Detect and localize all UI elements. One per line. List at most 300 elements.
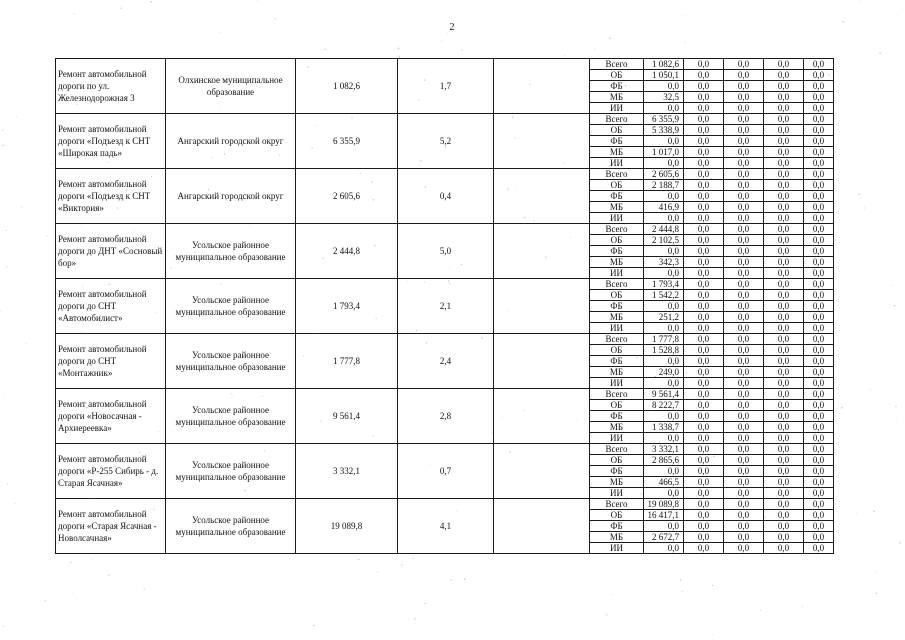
year-value-cell: 0,0 [724,356,764,367]
empty-cell [494,279,590,334]
year-value-cell: 0,0 [684,422,724,433]
year-value-cell: 0,0 [804,268,834,279]
year-value-cell: 0,0 [724,147,764,158]
scan-speck [682,15,683,16]
scan-speck [606,614,607,615]
year-value-cell: 0,0 [684,356,724,367]
scan-speck [876,592,877,593]
scan-speck [682,591,683,592]
year-value-cell: 0,0 [684,433,724,444]
year-value-cell: 0,0 [684,477,724,488]
funding-source-cell: ОБ [590,400,644,411]
scan-speck [73,13,74,14]
length-cell: 0,4 [398,169,494,224]
year-value-cell: 0,0 [684,466,724,477]
funding-value-cell: 251,2 [644,312,684,323]
scan-speck [896,421,897,422]
funding-source-cell: ИИ [590,323,644,334]
scan-speck [609,38,610,39]
funding-value-cell: 1 542,2 [644,290,684,301]
scan-speck [680,579,681,580]
table-row [56,444,834,455]
municipality-cell: Усольское районное муниципальное образование [166,444,296,499]
road-name-cell: Ремонт автомобильной дороги до СНТ «Автомобилист» [56,279,166,334]
scan-speck [903,9,904,10]
funding-value-cell: 0,0 [644,466,684,477]
funding-source-cell: МБ [590,367,644,378]
municipality-cell: Усольское районное муниципальное образование [166,389,296,444]
funding-source-cell: МБ [590,147,644,158]
funding-value-cell: 0,0 [644,411,684,422]
year-value-cell: 0,0 [724,180,764,191]
scan-speck [894,305,896,307]
year-value-cell: 0,0 [724,378,764,389]
funding-source-cell: Всего [590,444,644,455]
year-value-cell: 0,0 [764,433,804,444]
year-value-cell: 0,0 [764,411,804,422]
funding-source-cell: ИИ [590,433,644,444]
year-value-cell: 0,0 [684,301,724,312]
municipality-cell: Усольское районное муниципальное образование [166,499,296,554]
funding-value-cell: 16 417,1 [644,510,684,521]
year-value-cell: 0,0 [764,158,804,169]
year-value-cell: 0,0 [684,70,724,81]
table-row [56,279,834,290]
scan-speck [299,17,300,18]
year-value-cell: 0,0 [764,59,804,70]
funding-source-cell: МБ [590,532,644,543]
scan-speck [23,136,24,137]
scan-speck [412,558,413,559]
year-value-cell: 0,0 [724,92,764,103]
funding-source-cell: МБ [590,312,644,323]
year-value-cell: 0,0 [724,510,764,521]
cost-cell: 1 793,4 [296,279,398,334]
cost-cell: 3 332,1 [296,444,398,499]
funding-value-cell: 0,0 [644,323,684,334]
year-value-cell: 0,0 [764,323,804,334]
scan-speck [256,0,257,1]
year-value-cell: 0,0 [804,224,834,235]
year-value-cell: 0,0 [724,543,764,554]
funding-source-cell: ИИ [590,103,644,114]
year-value-cell: 0,0 [684,290,724,301]
year-value-cell: 0,0 [764,378,804,389]
funding-source-cell: МБ [590,257,644,268]
year-value-cell: 0,0 [724,103,764,114]
funding-value-cell: 2 444,8 [644,224,684,235]
scan-speck [75,43,76,44]
scan-speck [2,130,3,131]
year-value-cell: 0,0 [804,147,834,158]
scan-speck [882,113,883,114]
funding-source-cell: ОБ [590,345,644,356]
funding-value-cell: 0,0 [644,356,684,367]
year-value-cell: 0,0 [764,543,804,554]
scan-speck [858,194,859,195]
year-value-cell: 0,0 [764,125,804,136]
funding-value-cell: 249,0 [644,367,684,378]
funding-value-cell: 0,0 [644,136,684,147]
length-cell: 2,4 [398,334,494,389]
year-value-cell: 0,0 [724,477,764,488]
empty-cell [494,224,590,279]
funding-source-cell: ИИ [590,543,644,554]
scan-speck [144,588,145,589]
year-value-cell: 0,0 [684,180,724,191]
year-value-cell: 0,0 [804,103,834,114]
empty-cell [494,114,590,169]
scan-speck [13,506,14,507]
scan-speck [868,329,869,330]
year-value-cell: 0,0 [684,235,724,246]
year-value-cell: 0,0 [764,455,804,466]
funding-value-cell: 0,0 [644,191,684,202]
funding-value-cell: 342,3 [644,257,684,268]
year-value-cell: 0,0 [724,158,764,169]
municipality-cell: Ангарский городской округ [166,114,296,169]
year-value-cell: 0,0 [764,488,804,499]
year-value-cell: 0,0 [804,510,834,521]
year-value-cell: 0,0 [764,235,804,246]
funding-source-cell: ФБ [590,246,644,257]
municipality-cell: Усольское районное муниципальное образование [166,224,296,279]
year-value-cell: 0,0 [804,345,834,356]
year-value-cell: 0,0 [764,389,804,400]
scan-speck [564,55,565,56]
cost-cell: 6 355,9 [296,114,398,169]
year-value-cell: 0,0 [804,246,834,257]
scan-speck [464,578,466,580]
year-value-cell: 0,0 [684,312,724,323]
scan-speck [461,50,462,51]
scan-speck [398,48,400,50]
year-value-cell: 0,0 [764,532,804,543]
funding-source-cell: ФБ [590,411,644,422]
funding-source-cell: ОБ [590,125,644,136]
scan-speck [870,389,871,390]
length-cell: 0,7 [398,444,494,499]
year-value-cell: 0,0 [724,235,764,246]
funding-source-cell: Всего [590,59,644,70]
funding-value-cell: 2 605,6 [644,169,684,180]
empty-cell [494,59,590,114]
funding-value-cell: 2 865,6 [644,455,684,466]
table-row [56,334,834,345]
cost-cell: 1 777,8 [296,334,398,389]
year-value-cell: 0,0 [764,334,804,345]
year-value-cell: 0,0 [804,378,834,389]
funding-source-cell: МБ [590,477,644,488]
year-value-cell: 0,0 [684,367,724,378]
year-value-cell: 0,0 [724,279,764,290]
funding-value-cell: 2 102,5 [644,235,684,246]
scan-speck [151,1,152,2]
funding-value-cell: 2 188,7 [644,180,684,191]
year-value-cell: 0,0 [724,345,764,356]
year-value-cell: 0,0 [764,202,804,213]
scan-speck [869,283,870,284]
scan-speck [594,48,595,49]
road-repair-table [55,58,834,554]
scan-speck [275,18,276,19]
year-value-cell: 0,0 [724,433,764,444]
scan-speck [685,42,686,43]
year-value-cell: 0,0 [724,81,764,92]
scan-speck [597,556,598,557]
year-value-cell: 0,0 [804,312,834,323]
table-row [56,389,834,400]
funding-value-cell: 0,0 [644,543,684,554]
road-name-cell: Ремонт автомобильной дороги «Старая Ясачная - Новолсачная» [56,499,166,554]
year-value-cell: 0,0 [724,422,764,433]
year-value-cell: 0,0 [684,191,724,202]
funding-value-cell: 6 355,9 [644,114,684,125]
funding-value-cell: 1 082,6 [644,59,684,70]
road-name-cell: Ремонт автомобильной дороги «Р-255 Сибирь - д. Старая Ясачная» [56,444,166,499]
funding-source-cell: ФБ [590,81,644,92]
funding-source-cell: ОБ [590,70,644,81]
scan-speck [220,32,221,33]
scan-speck [441,41,442,42]
year-value-cell: 0,0 [724,455,764,466]
funding-value-cell: 0,0 [644,433,684,444]
scan-speck [401,564,402,565]
year-value-cell: 0,0 [804,499,834,510]
year-value-cell: 0,0 [724,290,764,301]
year-value-cell: 0,0 [804,235,834,246]
scan-speck [16,116,17,117]
scan-speck [890,169,891,170]
length-cell: 4,1 [398,499,494,554]
year-value-cell: 0,0 [764,191,804,202]
year-value-cell: 0,0 [684,114,724,125]
year-value-cell: 0,0 [804,521,834,532]
year-value-cell: 0,0 [804,81,834,92]
year-value-cell: 0,0 [724,202,764,213]
year-value-cell: 0,0 [764,268,804,279]
year-value-cell: 0,0 [804,191,834,202]
year-value-cell: 0,0 [684,224,724,235]
length-cell: 1,7 [398,59,494,114]
funding-value-cell: 416,9 [644,202,684,213]
year-value-cell: 0,0 [804,367,834,378]
year-value-cell: 0,0 [684,345,724,356]
year-value-cell: 0,0 [724,367,764,378]
scan-speck [873,510,875,512]
funding-value-cell: 0,0 [644,301,684,312]
scan-speck [7,483,8,484]
year-value-cell: 0,0 [724,246,764,257]
funding-source-cell: МБ [590,92,644,103]
funding-value-cell: 9 561,4 [644,389,684,400]
year-value-cell: 0,0 [724,532,764,543]
funding-source-cell: ФБ [590,136,644,147]
funding-value-cell: 0,0 [644,268,684,279]
funding-source-cell: ОБ [590,455,644,466]
year-value-cell: 0,0 [684,81,724,92]
funding-value-cell: 2 672,7 [644,532,684,543]
year-value-cell: 0,0 [764,81,804,92]
year-value-cell: 0,0 [724,114,764,125]
scan-speck [638,626,639,627]
funding-source-cell: Всего [590,169,644,180]
scan-speck [2,145,4,147]
table-row [56,224,834,235]
length-cell: 2,8 [398,389,494,444]
year-value-cell: 0,0 [804,389,834,400]
scan-speck [21,207,22,208]
funding-source-cell: Всего [590,114,644,125]
year-value-cell: 0,0 [804,477,834,488]
year-value-cell: 0,0 [724,466,764,477]
year-value-cell: 0,0 [764,180,804,191]
funding-source-cell: ИИ [590,213,644,224]
year-value-cell: 0,0 [684,521,724,532]
year-value-cell: 0,0 [684,158,724,169]
table-row [56,114,834,125]
year-value-cell: 0,0 [804,180,834,191]
year-value-cell: 0,0 [764,422,804,433]
scan-speck [3,626,4,627]
scan-speck [856,513,857,514]
funding-value-cell: 1 777,8 [644,334,684,345]
year-value-cell: 0,0 [684,147,724,158]
table-body [56,59,834,554]
scan-speck [760,610,761,611]
year-value-cell: 0,0 [804,59,834,70]
scan-speck [51,164,52,165]
year-value-cell: 0,0 [804,334,834,345]
year-value-cell: 0,0 [724,334,764,345]
year-value-cell: 0,0 [684,268,724,279]
year-value-cell: 0,0 [804,136,834,147]
cost-cell: 1 082,6 [296,59,398,114]
year-value-cell: 0,0 [684,202,724,213]
year-value-cell: 0,0 [724,411,764,422]
scan-speck [6,266,7,267]
scan-speck [72,592,73,593]
scan-speck [895,406,896,407]
year-value-cell: 0,0 [724,59,764,70]
year-value-cell: 0,0 [804,433,834,444]
scan-speck [325,49,326,50]
year-value-cell: 0,0 [764,521,804,532]
year-value-cell: 0,0 [684,279,724,290]
funding-source-cell: ОБ [590,510,644,521]
year-value-cell: 0,0 [684,103,724,114]
year-value-cell: 0,0 [684,543,724,554]
year-value-cell: 0,0 [724,301,764,312]
empty-cell [494,334,590,389]
year-value-cell: 0,0 [764,224,804,235]
year-value-cell: 0,0 [804,532,834,543]
municipality-cell: Ангарский городской округ [166,169,296,224]
funding-value-cell: 0,0 [644,521,684,532]
road-name-cell: Ремонт автомобильной дороги «Новосачная - Архиереевка» [56,389,166,444]
scan-speck [712,634,713,635]
year-value-cell: 0,0 [684,59,724,70]
funding-value-cell: 0,0 [644,488,684,499]
year-value-cell: 0,0 [804,70,834,81]
year-value-cell: 0,0 [764,356,804,367]
scan-speck [71,562,72,563]
funding-value-cell: 0,0 [644,378,684,389]
year-value-cell: 0,0 [684,246,724,257]
funding-source-cell: МБ [590,202,644,213]
funding-value-cell: 0,0 [644,246,684,257]
year-value-cell: 0,0 [724,499,764,510]
year-value-cell: 0,0 [804,202,834,213]
year-value-cell: 0,0 [724,488,764,499]
year-value-cell: 0,0 [764,499,804,510]
year-value-cell: 0,0 [804,356,834,367]
year-value-cell: 0,0 [804,488,834,499]
year-value-cell: 0,0 [764,114,804,125]
year-value-cell: 0,0 [804,92,834,103]
length-cell: 2,1 [398,279,494,334]
funding-source-cell: ИИ [590,268,644,279]
scan-speck [26,343,27,344]
scan-speck [842,21,843,22]
cost-cell: 9 561,4 [296,389,398,444]
funding-value-cell: 0,0 [644,213,684,224]
year-value-cell: 0,0 [804,466,834,477]
year-value-cell: 0,0 [804,290,834,301]
cost-cell: 2 605,6 [296,169,398,224]
year-value-cell: 0,0 [684,213,724,224]
year-value-cell: 0,0 [764,367,804,378]
scan-speck [802,606,803,607]
year-value-cell: 0,0 [804,257,834,268]
year-value-cell: 0,0 [684,532,724,543]
year-value-cell: 0,0 [724,257,764,268]
year-value-cell: 0,0 [764,147,804,158]
funding-source-cell: Всего [590,389,644,400]
empty-cell [494,169,590,224]
year-value-cell: 0,0 [764,246,804,257]
scan-speck [900,542,901,543]
year-value-cell: 0,0 [804,400,834,411]
scan-speck [313,625,314,626]
funding-value-cell: 0,0 [644,81,684,92]
funding-value-cell: 5 338,9 [644,125,684,136]
funding-source-cell: ФБ [590,301,644,312]
funding-value-cell: 32,5 [644,92,684,103]
year-value-cell: 0,0 [724,312,764,323]
funding-value-cell: 1 017,0 [644,147,684,158]
funding-source-cell: ОБ [590,290,644,301]
funding-value-cell: 8 222,7 [644,400,684,411]
scan-speck [451,579,452,580]
year-value-cell: 0,0 [684,444,724,455]
road-name-cell: Ремонт автомобильной дороги до ДНТ «Сосновый бор» [56,224,166,279]
year-value-cell: 0,0 [804,543,834,554]
funding-value-cell: 1 793,4 [644,279,684,290]
funding-source-cell: Всего [590,499,644,510]
funding-value-cell: 466,5 [644,477,684,488]
year-value-cell: 0,0 [764,345,804,356]
scan-speck [91,559,92,560]
year-value-cell: 0,0 [684,510,724,521]
funding-value-cell: 0,0 [644,103,684,114]
year-value-cell: 0,0 [724,268,764,279]
scan-speck [3,396,4,397]
year-value-cell: 0,0 [764,510,804,521]
municipality-cell: Усольское районное муниципальное образование [166,334,296,389]
scan-speck [160,45,161,46]
year-value-cell: 0,0 [684,136,724,147]
